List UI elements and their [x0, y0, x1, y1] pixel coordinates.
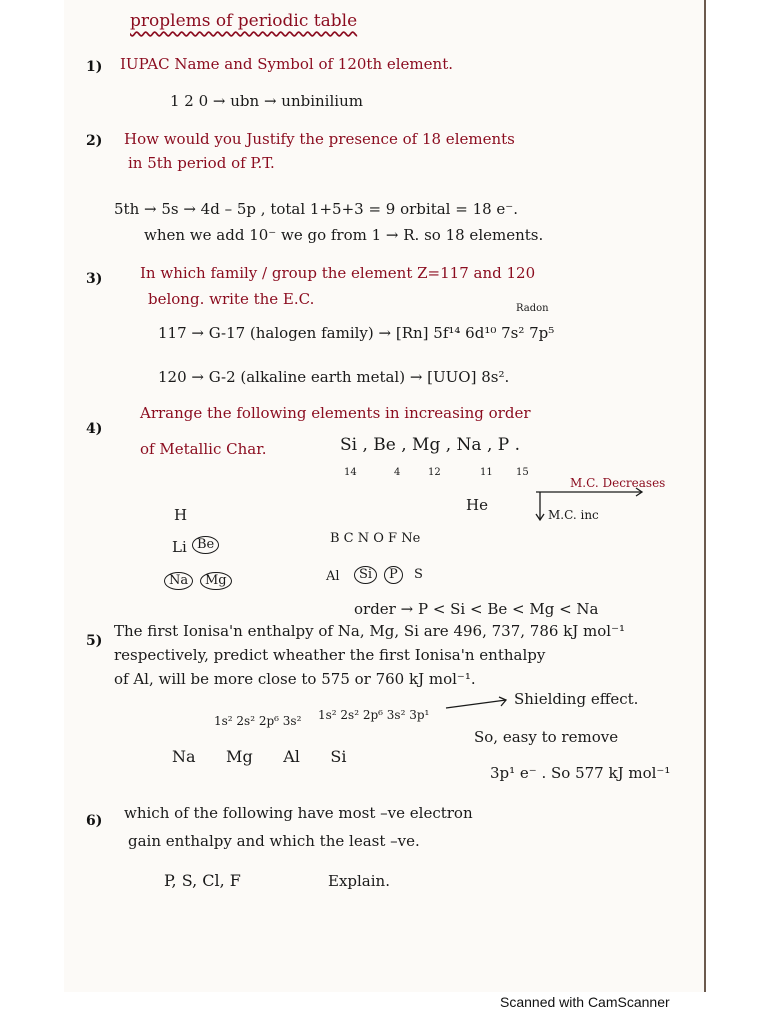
q5-number: 5) — [86, 633, 103, 649]
q6-explain: Explain. — [328, 872, 390, 890]
q3-answer-117: 117 → G-17 (halogen family) → [Rn] 5f¹⁴ 6d¹⁰ 7s² 7p⁵ — [158, 324, 555, 342]
trend-decrease-label: M.C. Decreases — [570, 476, 666, 490]
q1-question: IUPAC Name and Symbol of 120th element. — [120, 55, 453, 73]
q4-number: 4) — [86, 421, 103, 437]
q4-atomic-number-si: 14 — [344, 467, 357, 478]
q3-number: 3) — [86, 271, 103, 287]
q2-question-line1: How would you Justify the presence of 18 elements — [124, 130, 515, 148]
q3-question-line1: In which family / group the element Z=117 and 120 — [140, 264, 536, 282]
q5-element-row: Na Mg Al Si — [172, 747, 347, 766]
q4-atomic-number-mg: 12 — [428, 467, 441, 478]
q4-question-line2: of Metallic Char. — [140, 440, 267, 458]
q5-shielding-note: Shielding effect. — [514, 690, 639, 708]
q4-atomic-number-p: 15 — [516, 467, 529, 478]
q1-number: 1) — [86, 59, 103, 75]
q2-number: 2) — [86, 133, 103, 149]
q2-question-line2: in 5th period of P.T. — [128, 154, 275, 172]
ptable-be-circled: Be — [192, 536, 219, 554]
ptable-p-circled: P — [384, 566, 403, 584]
q6-elements: P, S, Cl, F — [164, 871, 241, 890]
q4-atomic-number-be: 4 — [394, 467, 401, 478]
q5-config-al: 1s² 2s² 2p⁶ 3s² 3p¹ — [318, 708, 430, 722]
q1-answer: 1 2 0 → ubn → unbinilium — [170, 92, 363, 110]
q2-answer-line1: 5th → 5s → 4d – 5p , total 1+5+3 = 9 orbital = 18 e⁻. — [114, 200, 518, 218]
q4-question-line1: Arrange the following elements in increasing order — [140, 404, 531, 422]
q4-elements: Si , Be , Mg , Na , P . — [340, 435, 521, 455]
q5-line3: of Al, will be more close to 575 or 760 kJ mol⁻¹. — [114, 670, 476, 688]
ptable-si-circled: Si — [354, 566, 377, 584]
ptable-na-circled: Na — [164, 572, 193, 590]
q6-line1: which of the following have most –ve electron — [124, 804, 473, 822]
ptable-al: Al — [326, 569, 340, 584]
ptable-li: Li — [172, 538, 187, 556]
q6-line2: gain enthalpy and which the least –ve. — [128, 832, 420, 850]
ptable-he: He — [466, 496, 488, 514]
ptable-mg-circled: Mg — [200, 572, 232, 590]
shielding-arrow — [444, 694, 514, 714]
q2-answer-line2: when we add 10⁻ we go from 1 → R. so 18 elements. — [144, 226, 544, 244]
ptable-h: H — [174, 506, 188, 524]
q3-answer-120: 120 → G-2 (alkaline earth metal) → [UUO] 8s². — [158, 368, 510, 386]
q5-so-easy: So, easy to remove — [474, 728, 619, 746]
q5-line2: respectively, predict wheather the first Ionisa'n enthalpy — [114, 646, 546, 664]
q5-line1: The first Ionisa'n enthalpy of Na, Mg, Si are 496, 737, 786 kJ mol⁻¹ — [114, 622, 626, 640]
page-title: proplems of periodic table — [130, 11, 358, 31]
ptable-s: S — [414, 567, 423, 582]
trend-increase-label: M.C. inc — [548, 508, 599, 522]
q4-atomic-number-na: 11 — [480, 467, 493, 478]
camscanner-watermark: Scanned with CamScanner — [500, 994, 670, 1010]
q6-number: 6) — [86, 813, 103, 829]
q4-order: order → P < Si < Be < Mg < Na — [354, 600, 599, 618]
q5-config-mg: 1s² 2s² 2p⁶ 3s² — [214, 714, 302, 728]
ptable-row2-rest: B C N O F Ne — [330, 531, 421, 546]
q3-radon-note: Radon — [516, 303, 549, 314]
q5-result: 3p¹ e⁻ . So 577 kJ mol⁻¹ — [490, 764, 671, 782]
q3-question-line2: belong. write the E.C. — [148, 290, 315, 308]
